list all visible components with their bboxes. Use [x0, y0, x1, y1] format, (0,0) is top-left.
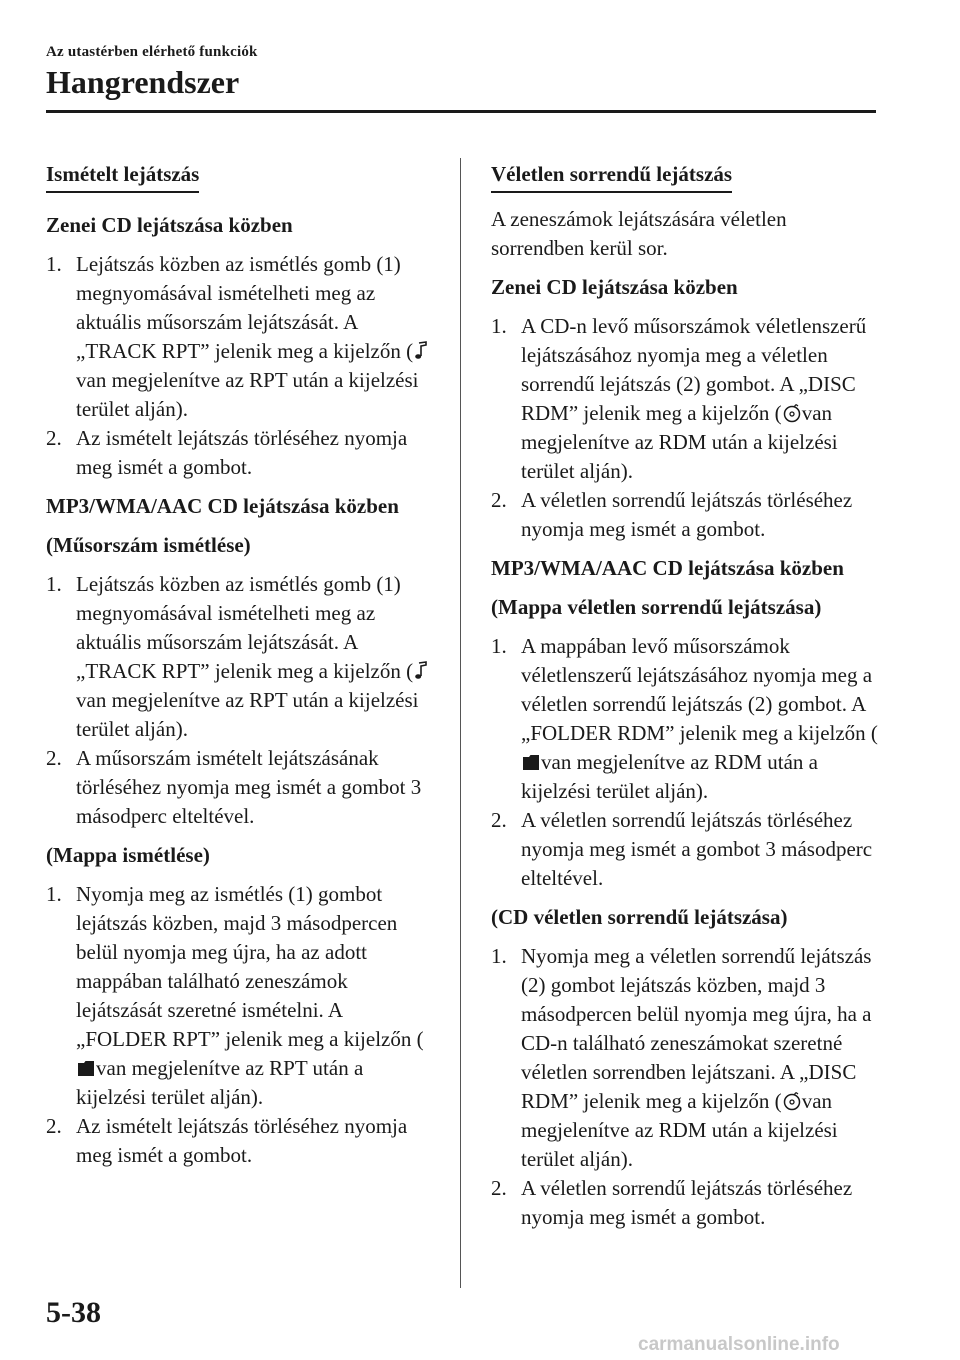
subheading-cd: Zenei CD lejátszása közben	[46, 213, 293, 237]
step-text: Lejátszás közben az ismétlés gomb (1) megnyomásával ismételheti meg az aktuális műsorszám lejátszását. A „TRACK RPT” jelenik meg a kijelzőn (	[76, 252, 414, 363]
disc-icon	[783, 403, 801, 423]
steps-list	[46, 250, 438, 482]
step-text: van megjelenítve az RDM után a kijelzési terület alján).	[521, 750, 818, 803]
step-text: Nyomja meg az ismétlés (1) gombot lejátszás közben, majd 3 másodpercen belül nyomja meg újra, ha az adott mappában található zeneszámok lejátszását szeretné ismételni. A „FOLDER RPT” jelenik meg a kijelzőn (	[76, 882, 424, 1051]
music-note-icon	[414, 341, 428, 361]
step-text: A véletlen sorrendű lejátszás törléséhez nyomja meg ismét a gombot 3 másodperc elteltével.	[521, 808, 873, 890]
step-text: A véletlen sorrendű lejátszás törléséhez nyomja meg ismét a gombot.	[521, 488, 853, 541]
right-column	[491, 150, 881, 1242]
step-text: A mappában levő műsorszámok véletlenszerű lejátszásához nyomja meg a véletlen sorrendű lejátszás (2) gombot. A „FOLDER RDM” jelenik meg a kijelzőn (	[521, 634, 878, 745]
step-text: Lejátszás közben az ismétlés gomb (1) megnyomásával ismételheti meg az aktuális műsorszám lejátszását. A „TRACK RPT” jelenik meg a kijelzőn (	[76, 572, 414, 683]
section-heading-repeat: Ismételt lejátszás	[46, 160, 199, 193]
steps-list	[491, 942, 881, 1232]
step-item	[46, 250, 438, 424]
breadcrumb: Az utastérben elérhető funkciók	[46, 44, 258, 60]
step-number: 1.	[46, 252, 62, 276]
step-number: 1.	[46, 572, 62, 596]
step-item	[46, 570, 438, 744]
step-item	[491, 942, 881, 1174]
page-number: 5-38	[46, 1296, 101, 1329]
step-text: van megjelenítve az RPT után a kijelzési terület alján).	[76, 1056, 364, 1109]
step-item	[46, 1112, 438, 1170]
step-number: 2.	[46, 746, 62, 770]
header-rule	[46, 110, 876, 113]
steps-list	[46, 570, 438, 831]
folder-icon	[522, 752, 540, 772]
folder-icon	[77, 1058, 95, 1078]
step-text: Az ismételt lejátszás törléséhez nyomja meg ismét a gombot.	[76, 1114, 408, 1167]
section-heading-random: Véletlen sorrendű lejátszás	[491, 160, 732, 193]
step-text: A véletlen sorrendű lejátszás törléséhez nyomja meg ismét a gombot.	[521, 1176, 853, 1229]
step-number: 1.	[46, 882, 62, 906]
subheading-track-repeat: (Műsorszám ismétlése)	[46, 533, 251, 557]
subheading-mp3: MP3/WMA/AAC CD lejátszása közben	[491, 556, 844, 580]
subheading-disc-random: (CD véletlen sorrendű lejátszása)	[491, 905, 788, 929]
disc-icon	[783, 1091, 801, 1111]
watermark: carmanualsonline.info	[638, 1334, 840, 1355]
step-number: 1.	[491, 634, 507, 658]
steps-list	[491, 632, 881, 893]
step-number: 2.	[46, 426, 62, 450]
step-item	[491, 806, 881, 893]
subheading-folder-repeat: (Mappa ismétlése)	[46, 843, 210, 867]
step-number: 2.	[491, 1176, 507, 1200]
step-text: A műsorszám ismételt lejátszásának törléséhez nyomja meg ismét a gombot 3 másodperc elteltével.	[76, 746, 422, 828]
step-text: van megjelenítve az RPT után a kijelzési terület alján).	[76, 368, 419, 421]
step-item	[491, 1174, 881, 1232]
subheading-cd: Zenei CD lejátszása közben	[491, 275, 738, 299]
step-number: 2.	[491, 488, 507, 512]
step-text: van megjelenítve az RDM után a kijelzési terület alján).	[521, 401, 838, 483]
steps-list	[46, 880, 438, 1170]
subheading-mp3: MP3/WMA/AAC CD lejátszása közben	[46, 494, 399, 518]
steps-list	[491, 312, 881, 544]
subheading-folder-random: (Mappa véletlen sorrendű lejátszása)	[491, 595, 822, 619]
step-number: 1.	[491, 314, 507, 338]
step-item	[491, 312, 881, 486]
step-item	[491, 486, 881, 544]
intro-paragraph: A zeneszámok lejátszására véletlen sorrendben kerül sor.	[491, 207, 787, 260]
music-note-icon	[414, 661, 428, 681]
step-item	[46, 880, 438, 1112]
step-number: 2.	[46, 1114, 62, 1138]
step-text: Nyomja meg a véletlen sorrendű lejátszás (2) gombot lejátszás közben, majd 3 másodpercen belül nyomja meg újra, ha a CD-n található zeneszámokat szeretné véletlen sorrendben lejátszani. A „DISC RDM” jelenik meg a kijelzőn (	[521, 944, 872, 1113]
left-column	[46, 150, 438, 1180]
step-item	[491, 632, 881, 806]
step-number: 2.	[491, 808, 507, 832]
page-title: Hangrendszer	[46, 64, 240, 100]
step-item	[46, 744, 438, 831]
column-divider	[460, 158, 461, 1288]
step-text: A CD-n levő műsorszámok véletlenszerű lejátszásához nyomja meg a véletlen sorrendű lejátszás (2) gombot. A „DISC RDM” jelenik meg a kijelzőn (	[521, 314, 867, 425]
step-number: 1.	[491, 944, 507, 968]
step-text: van megjelenítve az RDM után a kijelzési terület alján).	[521, 1089, 838, 1171]
step-item	[46, 424, 438, 482]
step-text: Az ismételt lejátszás törléséhez nyomja meg ismét a gombot.	[76, 426, 408, 479]
step-text: van megjelenítve az RPT után a kijelzési terület alján).	[76, 688, 419, 741]
